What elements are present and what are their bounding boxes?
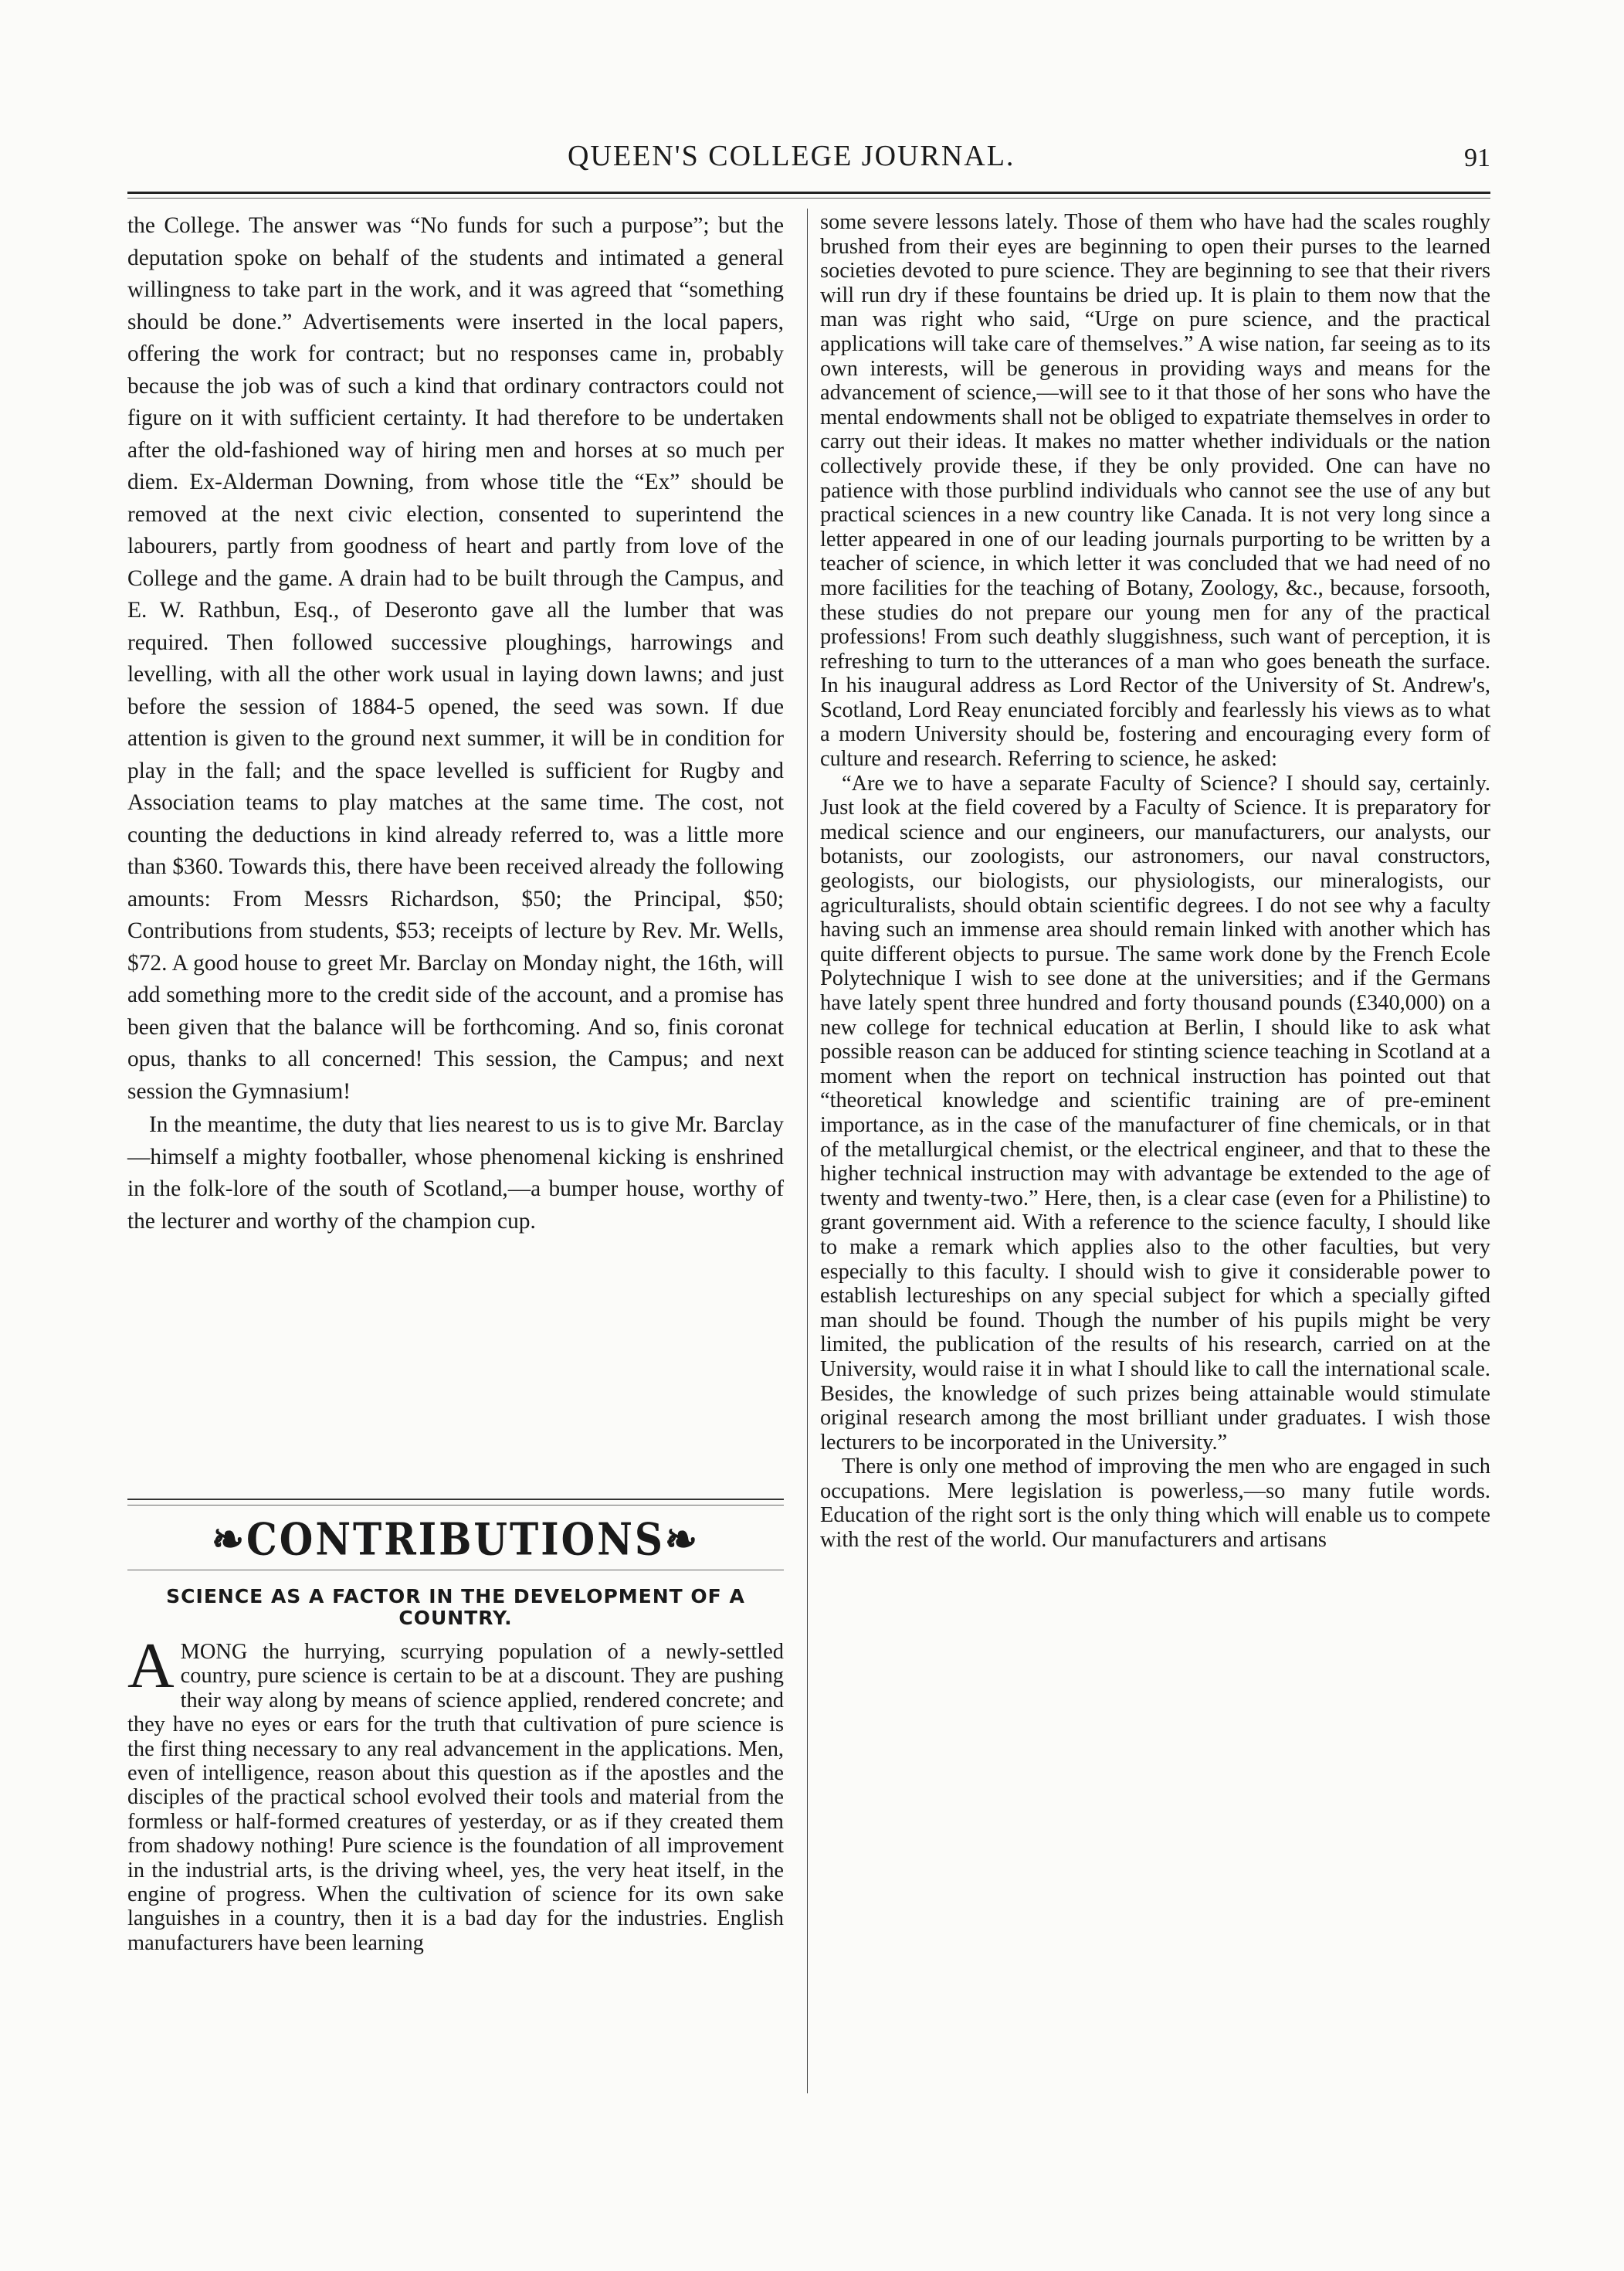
left-paragraph: the College. The answer was “No funds for such a purpose”; but the deputation spoke on behalf of the students and intimated a general willingness to take part in the work, and it was agreed that “something should be done.” Advertisements were inserted in the local papers, offering the work for contract; but no responses came in, probably because the job was of such a kind that ordinary contractors could not figure on it with sufficient certainty. It had therefore to be undertaken after the old-fashioned way of hiring men and horses at so much per diem. Ex-Alderman Downing, from whose title the “Ex” should be removed at the next civic election, consented to superintend the labourers, partly from goodness of heart and partly from love of the College and the game. A drain had to be built through the Campus, and E. W. Rathbun, Esq., of Deseronto gave all the lumber that was required. Then followed successive ploughings, harrowings and levelling, with all the other work usual in laying down lawns; and just before the session of 1884-5 opened, the seed was sown. If due attention is given to the ground next summer, it will be in condition for play in the fall; and the space levelled is sufficient for Rugby and Association teams to play matches at the same time. The cost, not counting the deductions in kind already referred to, was a little more than $360. Towards this, there have been received already the following amounts: From Messrs Richardson, $50; the Principal, $50; Contributions from students, $53; receipts of lecture by Rev. Mr. Wells, $72. A good house to greet Mr. Barclay on Monday night, the 16th, will add something more to the credit side of the account, and a promise has been given that the balance will be forthcoming. And so, finis coronat opus, thanks to all concerned! This session, the Campus; and next session the Gymnasium! (127, 213, 784, 1104)
left-paragraph: In the meantime, the duty that lies nearest to us is to give Mr. Barclay—himself a mighty footballer, whose phenomenal kicking is enshrined in the folk-lore of the south of Scotland,—a bumper house, worthy of the lecturer and worthy of the champion cup. (127, 1112, 784, 1234)
right-paragraph: some severe lessons lately. Those of them who have had the scales roughly brushed from their eyes are beginning to open their purses to the learned societies devoted to pure science. They are beginning to see that their rivers will run dry if these fountains be dried up. It is plain to them now that the man was right who said, “Urge on pure science, and the practical applications will take care of themselves.” A wise nation, far seeing as to its own interests, will be generous in providing ways and means for the advancement of science,—will see to it that those of her sons who have the mental endowments shall not be obliged to expatriate themselves in order to carry out their ideas. It makes no matter whether individuals or the nation collectively provide these, if they be only provided. One can have no patience with those purblind individuals who cannot see the use of any but practical sciences in a new country like Canada. It is not very long since a letter appeared in one of our leading journals purporting to be written by a teacher of science, in which letter it was concluded that we had need of no more facilities for the teaching of Botany, Zoology, &c., because, forsooth, these studies do not prepare our young men for any of the practical professions! From such deathly sluggishness, such want of perception, it is refreshing to turn to the utterances of a man who goes beneath the surface. In his inaugural address as Lord Rector of the University of St. Andrew's, Scotland, Lord Reay enunciated forcibly and fearlessly his views as to what a modern University should be, fostering and encouraging every form of culture and research. Referring to science, he asked: (820, 210, 1490, 772)
right-paragraph: “Are we to have a separate Faculty of Science? I should say, certainly. Just look at the field covered by a Faculty of Science. It is preparatory for medical science and our engineers, our manufacturers, our analysts, our botanists, our zoologists, our astronomers, our naval constructors, geologists, our biologists, our physiologists, our mineralogists, our agriculturalists, should obtain scientific degrees. I do not see why a faculty having such an immense area should remain linked with another which has quite different objects to pursue. The same work done by the French Ecole Polytechnique I wish to see done at the universities; and if the Germans have lately spent three hundred and forty thousand pounds (£340,000) on a new college for technical education at Berlin, I should like to ask what possible reason can be adduced for stinting science teaching in Scotland at a moment when the report on technical instruction has pointed out that “theoretical knowledge and scientific training are of pre-eminent importance, as in the case of the manufacturer of fine chemicals, or in that of the metallurgical chemist, or the electrical engineer, and that to these the higher technical instruction may with advantage be extended to the age of twenty and twenty-two.” Here, then, is a clear case (even for a Philistine) to grant government aid. With a reference to the science faculty, I should like to make a remark which applies also to the other faculties, but very especially to this faculty. I should wish to give it considerable power to establish lectureships on any special subject for which a specially gifted man should be found. Though the number of his pupils might be very limited, the publication of the results of his research, carried on at the University, would raise it in what I should like to call the international scale. Besides, the knowledge of such prizes being attainable would stimulate original research among the most brilliant under graduates. I wish those lecturers to be incorporated in the University.” (820, 771, 1490, 1455)
header-rule-thin (127, 198, 1490, 199)
column-divider (807, 209, 808, 2093)
contributions-section (127, 1499, 784, 1955)
section-rule-thin (127, 1505, 784, 1506)
page-header (127, 139, 1490, 185)
left-column (127, 210, 784, 1237)
section-rule (127, 1499, 784, 1500)
right-column (820, 210, 1490, 1553)
article-title: SCIENCE AS A FACTOR IN THE DEVELOPMENT OF A COUNTRY. (166, 1585, 745, 1629)
right-paragraph: There is only one method of improving the men who are engaged in such occupations. Mere legislation is powerless,—so many futile words. Education of the right sort is the only thing which will enable us to compete with the rest of the world. Our manufacturers and artisans (820, 1455, 1490, 1553)
article-text: MONG the hurrying, scurrying population of a newly-settled country, pure science is certain to be at a discount. They are pushing their way along by means of science applied, rendered concrete; and they have no eyes or ears for the truth that cultivation of pure science is the first thing necessary to any real advancement in the applications. Men, even of intelligence, reason about this question as if the apostles and the disciples of the practical school evolved their tools and material from the formless or half-formed creatures of yesterday, or as if they created them from shadowy nothing! Pure science is the foundation of all improvement in the industrial arts, is the driving wheel, yes, the very heat itself, in the engine of progress. When the cultivation of science for its own sake languishes in a country, then it is a bad day for the industries. English manufacturers have been learning (127, 1640, 784, 1955)
drop-cap: A (127, 1630, 175, 1702)
section-heading: ❧CONTRIBUTIONS❧ (212, 1512, 700, 1566)
page-number: 91 (1464, 144, 1490, 172)
journal-title: QUEEN'S COLLEGE JOURNAL. (568, 140, 1015, 172)
article-body (127, 1630, 784, 1955)
header-rule (127, 192, 1490, 194)
